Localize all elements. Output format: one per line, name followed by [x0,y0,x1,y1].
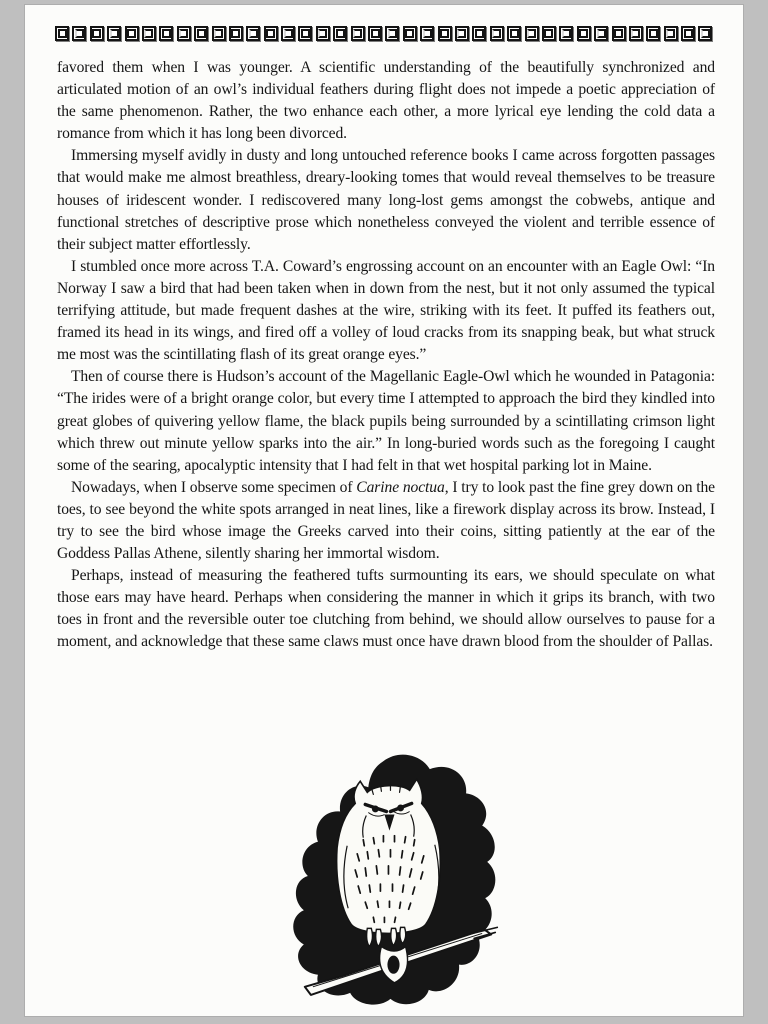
ornament-tile [472,26,486,41]
text-segment: Perhaps, instead of measuring the feathered tufts surmounting its ears, we should speculate on what those ears may have heard. Perhaps when considering the manner in which it grips its branch, with two toes in front and the reversible outer toe clutching from behind, we should allow ourselves to pause for a moment, and acknowledge that these same claws must once have drawn blood from the shoulder of Pallas. [57,567,715,651]
ornament-tile [177,26,191,41]
ornament-tile [542,26,556,41]
paragraph [57,366,715,476]
ornament-tile [72,26,86,41]
ornament-tile [507,26,521,41]
paragraph [57,145,715,255]
paragraph [57,565,715,653]
ornament-tile [281,26,295,41]
ornament-tile [698,26,712,41]
ornament-tile [55,26,69,41]
ornament-tile [229,26,243,41]
ornament-tile [681,26,695,41]
body-text [57,57,715,654]
owl-eye-right [397,805,404,812]
ornament-tile [316,26,330,41]
text-segment: , I try to look past the fine grey down on the toes, to see beyond the white spots arranged in neat lines, like a firework display across its brow. Instead, I try to see the bird whose image the Greeks carved into their coins, sitting patiently at the ear of the Goddess Pallas Athene, silently sharing her immortal wisdom. [57,478,715,563]
ornament-tile [525,26,539,41]
paragraph [57,57,715,145]
ornament-tile [594,26,608,41]
owl-illustration [281,747,506,1009]
ornament-tile [664,26,678,41]
ornament-tile [455,26,469,41]
ornament-tile [629,26,643,41]
ornament-tile [142,26,156,41]
ornament-tile [333,26,347,41]
ornament-tile [212,26,226,41]
owl-eye-left [372,806,379,813]
ornament-tile [107,26,121,41]
ornament-tile [159,26,173,41]
paragraph [57,256,715,366]
ornament-tile [385,26,399,41]
text-segment: Immersing myself avidly in dusty and long untouched reference books I came across forgotten passages that would make me almost breathless, dreary-looking tomes that would reveal themselves to be treasure houses of iridescent wonder. I rediscovered many long-lost gems amongst the cobwebs, antique and functional stretches of descriptive prose which nonetheless conveyed the violent and terrible essence of their subject matter effortlessly. [57,147,715,253]
ornament-tile [403,26,417,41]
ornament-tile [368,26,382,41]
ornament-tile [559,26,573,41]
text-segment: Nowadays, when I observe some specimen of [71,478,357,496]
ornament-tile [438,26,452,41]
text-segment: I stumbled once more across T.A. Coward’s engrossing account on an encounter with an Eagle Owl: “In Norway I saw a bird that had been taken when in down from the nest, but it not only assumed the typical terrifying attitude, but made frequent dashes at the wire, striking with its feet. It puffed its feathers out, framed its head in its wings, and fired off a volley of loud cracks from its snapping beak, but what struck me most was the scintillating flash of its great orange eyes.” [57,257,715,364]
ornament-tile [90,26,104,41]
species-name-italic: Carine noctua [356,478,445,496]
ornament-tile [351,26,365,41]
ornament-tile [125,26,139,41]
ornament-tile [577,26,591,41]
decorative-border [55,25,713,42]
ornament-tile [420,26,434,41]
ornament-tile [490,26,504,41]
paragraph [57,477,715,565]
ornament-tile [646,26,660,41]
ornament-tile [246,26,260,41]
ornament-tile [194,26,208,41]
book-page [25,5,743,1016]
ornament-tile [612,26,626,41]
owl-drawing [281,747,506,1009]
text-segment: favored them when I was younger. A scientific understanding of the beautifully synchronized and articulated motion of an owl’s individual feathers during flight does not impede a poetic appreciation of the same phenomenon. Rather, the two enhance each other, a more lyrical eye lending the cold data a romance from which it has long been divorced. [57,59,715,143]
text-segment: Then of course there is Hudson’s account of the Magellanic Eagle-Owl which he wounded in Patagonia: “The irides were of a bright orange color, but every time I attempted to approach the bird they kindled into great globes of quivering yellow flame, the black pupils being surrounded by a scintillating crimson light which threw out minute yellow sparks into the air.” In long-buried words such as the foregoing I caught some of the searing, apocalyptic intensity that I had felt in that wet hospital parking lot in Maine. [57,368,715,474]
ornament-tile [298,26,312,41]
ornament-tile [264,26,278,41]
